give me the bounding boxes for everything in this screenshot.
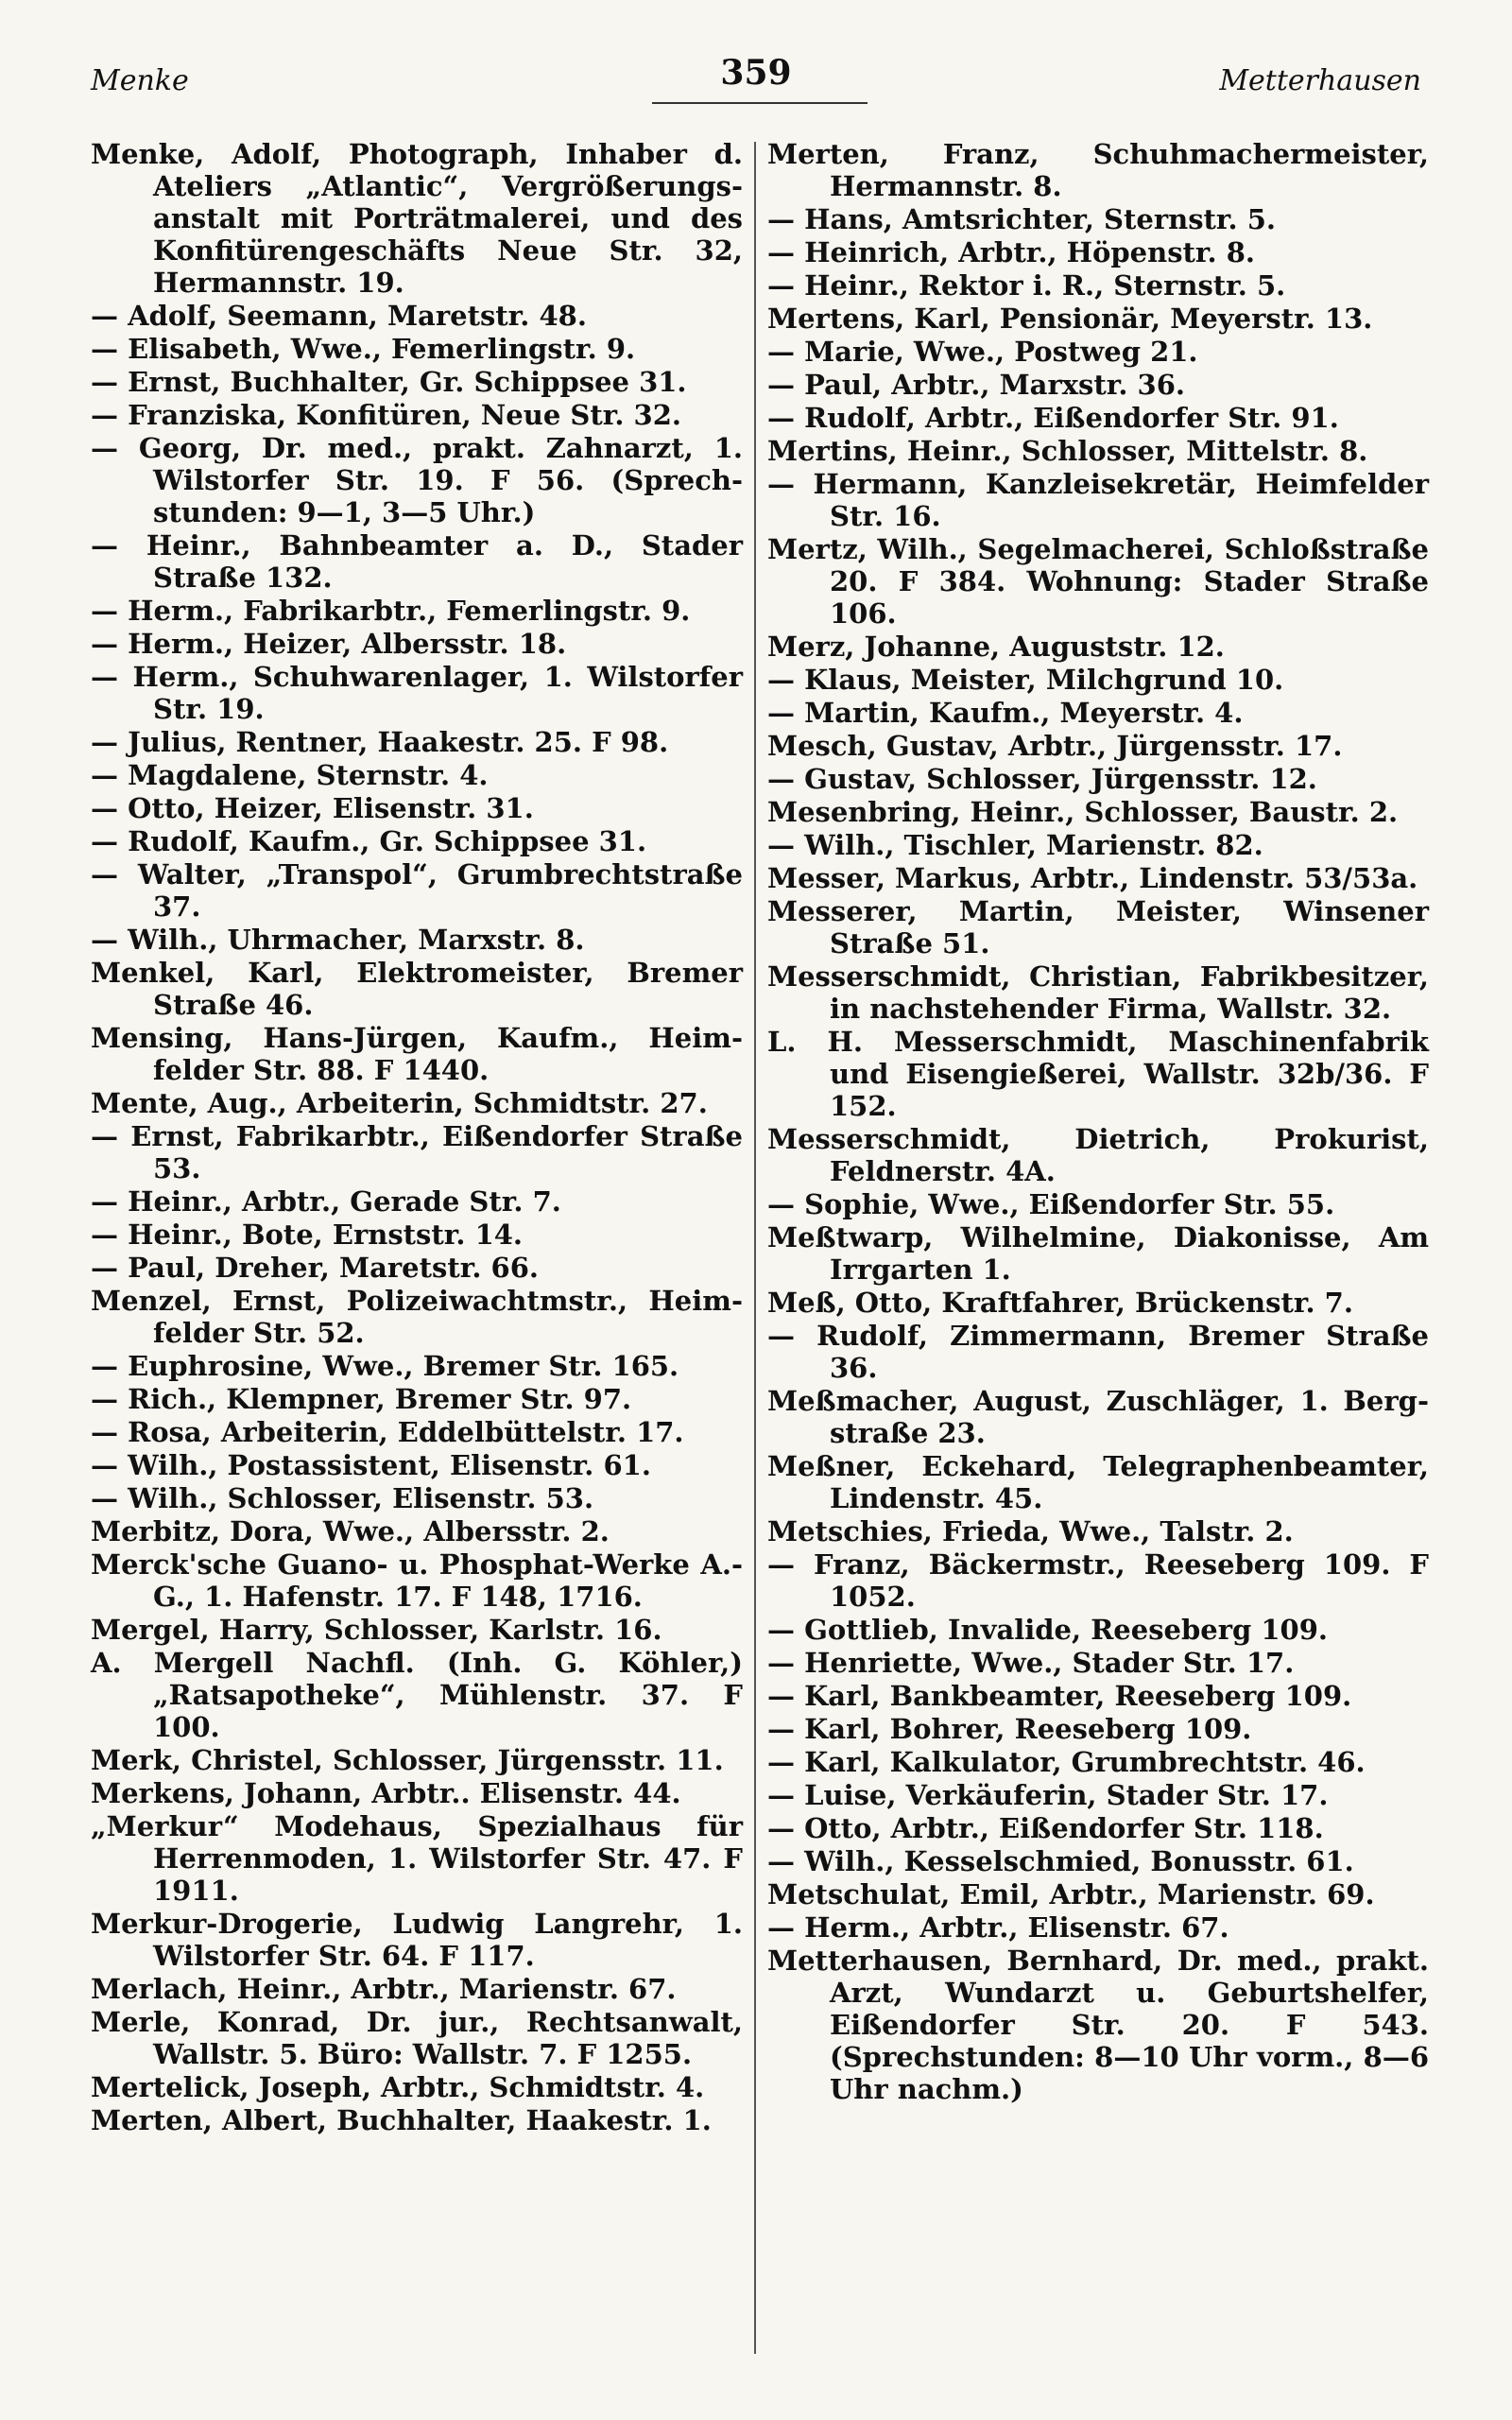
directory-entry: Metschies, Frieda, Wwe., Talstr. 2. (767, 1515, 1294, 1547)
directory-entry: Merlach, Heinr., Arbtr., Marienstr. 67. (91, 1973, 677, 2005)
directory-entry: L. H. Messerschmidt, Maschinenfabrik und Eisengießerei, Wallstr. 32b/36. F 152. (767, 1026, 1429, 1122)
directory-entry: Messer, Markus, Arbtr., Lindenstr. 53/53a. (767, 862, 1418, 894)
directory-entry: „Merkur“ Modehaus, Spezialhaus für Herrenmoden, 1. Wilstorfer Str. 47. F 1911. (91, 1810, 743, 1907)
directory-entry: — Heinr., Bahnbeamter a. D., Stader Straße 132. (91, 529, 743, 594)
directory-entry: — Karl, Bohrer, Reeseberg 109. (767, 1713, 1252, 1745)
directory-entry: — Hans, Amtsrichter, Sternstr. 5. (767, 203, 1277, 235)
directory-entry: — Georg, Dr. med., prakt. Zahnarzt, 1. Wilstorfer Str. 19. F 56. (Sprechstunden: 9—1, 3—5 Uhr.) (91, 432, 743, 528)
directory-entry: — Rosa, Arbeiterin, Eddelbüttelstr. 17. (91, 1416, 684, 1448)
directory-entry: Mensing, Hans-Jürgen, Kaufm., Heimfelder Str. 88. F 1440. (91, 1022, 743, 1086)
directory-entry: Menzel, Ernst, Polizeiwachtmstr., Heimfelder Str. 52. (91, 1285, 743, 1349)
directory-entry: — Martin, Kaufm., Meyerstr. 4. (767, 697, 1244, 729)
directory-entry: — Heinr., Bote, Ernststr. 14. (91, 1219, 524, 1251)
header-rule (652, 102, 868, 104)
directory-entry: Mertelick, Joseph, Arbtr., Schmidtstr. 4. (91, 2071, 705, 2103)
directory-entry: — Rudolf, Kaufm., Gr. Schippsee 31. (91, 825, 647, 857)
directory-entry: Mesch, Gustav, Arbtr., Jürgensstr. 17. (767, 730, 1343, 762)
directory-entry: Merkur-Drogerie, Ludwig Langrehr, 1. Wilstorfer Str. 64. F 117. (91, 1908, 743, 1972)
directory-entry: — Paul, Dreher, Maretstr. 66. (91, 1252, 539, 1284)
directory-entry: — Herm., Heizer, Albersstr. 18. (91, 628, 567, 660)
directory-entry: Metterhausen, Bernhard, Dr. med., prakt. Arzt, Wundarzt u. Geburtshelfer, Eißendorfer Str. 20. F 543. (Sprechstunden: 8—10 Uhr vorm., 8—6 Uhr nachm.) (767, 1945, 1429, 2105)
right-column (767, 138, 1429, 2106)
directory-entry: — Herm., Schuhwarenlager, 1. Wilstorfer Str. 19. (91, 661, 743, 725)
directory-entry: Merz, Johanne, Auguststr. 12. (767, 631, 1225, 663)
directory-entry: Merten, Albert, Buchhalter, Haakestr. 1. (91, 2104, 712, 2136)
directory-entry: Metschulat, Emil, Arbtr., Marienstr. 69. (767, 1878, 1375, 1910)
left-column (91, 138, 743, 2137)
directory-entry: — Karl, Bankbeamter, Reeseberg 109. (767, 1680, 1352, 1712)
directory-entry: A. Mergell Nachfl. (Inh. G. Köhler,) „Ratsapotheke“, Mühlenstr. 37. F 100. (91, 1647, 743, 1743)
directory-entry: — Ernst, Fabrikarbtr., Eißendorfer Straße 53. (91, 1120, 743, 1184)
directory-entry: — Wilh., Uhrmacher, Marxstr. 8. (91, 924, 585, 956)
directory-entry: — Otto, Arbtr., Eißendorfer Str. 118. (767, 1812, 1324, 1844)
directory-entry: — Elisabeth, Wwe., Femerlingstr. 9. (91, 333, 636, 365)
directory-entry: Meßtwarp, Wilhelmine, Diakonisse, Am Irrgarten 1. (767, 1221, 1429, 1286)
directory-entry: Merk, Christel, Schlosser, Jürgensstr. 11. (91, 1744, 724, 1776)
directory-entry: — Heinr., Rektor i. R., Sternstr. 5. (767, 269, 1286, 302)
directory-entry: — Adolf, Seemann, Maretstr. 48. (91, 300, 587, 332)
page-number: 359 (720, 53, 792, 93)
directory-entry: Merkens, Johann, Arbtr.. Elisenstr. 44. (91, 1777, 681, 1809)
directory-entry: — Gottlieb, Invalide, Reeseberg 109. (767, 1614, 1328, 1646)
directory-entry: — Sophie, Wwe., Eißendorfer Str. 55. (767, 1188, 1335, 1220)
directory-entry: Mergel, Harry, Schlosser, Karlstr. 16. (91, 1614, 662, 1646)
directory-entry: Menke, Adolf, Photograph, Inhaber d. Ateliers „Atlantic“, Vergrößerungsanstalt mit Porträtmalerei, und des Konfitürengeschäfts Neue Str. 32, Hermannstr. 19. (91, 138, 743, 299)
directory-entry: Meßner, Eckehard, Telegraphenbeamter, Lindenstr. 45. (767, 1450, 1429, 1514)
directory-entry: Merle, Konrad, Dr. jur., Rechtsanwalt, Wallstr. 5. Büro: Wallstr. 7. F 1255. (91, 2006, 743, 2070)
directory-entry: Merck'sche Guano- u. Phosphat-Werke A.-G., 1. Hafenstr. 17. F 148, 1716. (91, 1548, 743, 1613)
directory-entry: Messerschmidt, Christian, Fabrikbesitzer, in nachstehender Firma, Wallstr. 32. (767, 960, 1429, 1025)
directory-entry: — Euphrosine, Wwe., Bremer Str. 165. (91, 1350, 679, 1382)
directory-entry: — Rudolf, Arbtr., Eißendorfer Str. 91. (767, 402, 1339, 434)
directory-entry: — Klaus, Meister, Milchgrund 10. (767, 664, 1284, 696)
directory-entry: Merten, Franz, Schuhmachermeister, Hermannstr. 8. (767, 138, 1429, 202)
directory-entry: — Julius, Rentner, Haakestr. 25. F 98. (91, 726, 669, 758)
directory-entry: Merbitz, Dora, Wwe., Albersstr. 2. (91, 1515, 610, 1547)
directory-entry: — Hermann, Kanzleisekretär, Heimfelder Str. 16. (767, 468, 1429, 532)
directory-entry: — Paul, Arbtr., Marxstr. 36. (767, 369, 1186, 401)
directory-entry: — Wilh., Tischler, Marienstr. 82. (767, 829, 1263, 861)
directory-entry: — Wilh., Schlosser, Elisenstr. 53. (91, 1482, 594, 1514)
directory-entry: Mertens, Karl, Pensionär, Meyerstr. 13. (767, 302, 1373, 335)
directory-entry: — Herm., Arbtr., Elisenstr. 67. (767, 1911, 1229, 1944)
column-divider (754, 142, 756, 2354)
directory-entry: Messerschmidt, Dietrich, Prokurist, Feldnerstr. 4A. (767, 1123, 1429, 1187)
directory-entry: — Rich., Klempner, Bremer Str. 97. (91, 1383, 632, 1415)
directory-entry: — Rudolf, Zimmermann, Bremer Straße 36. (767, 1320, 1429, 1384)
page-header (91, 53, 1421, 110)
directory-entry: — Marie, Wwe., Postweg 21. (767, 336, 1198, 368)
directory-entry: — Heinr., Arbtr., Gerade Str. 7. (91, 1185, 561, 1218)
directory-entry: — Henriette, Wwe., Stader Str. 17. (767, 1647, 1295, 1679)
directory-entry: Mesenbring, Heinr., Schlosser, Baustr. 2. (767, 796, 1399, 828)
directory-entry: — Wilh., Kesselschmied, Bonusstr. 61. (767, 1845, 1354, 1877)
directory-entry: — Luise, Verkäuferin, Stader Str. 17. (767, 1779, 1329, 1811)
directory-entry: — Franziska, Konfitüren, Neue Str. 32. (91, 399, 681, 431)
header-left-word: Menke (91, 64, 189, 97)
directory-entry: — Walter, „Transpol“, Grumbrechtstraße 37. (91, 858, 743, 923)
directory-entry: — Otto, Heizer, Elisenstr. 31. (91, 792, 534, 824)
directory-entry: — Herm., Fabrikarbtr., Femerlingstr. 9. (91, 595, 691, 627)
directory-entry: Mertins, Heinr., Schlosser, Mittelstr. 8. (767, 435, 1368, 467)
directory-entry: Mente, Aug., Arbeiterin, Schmidtstr. 27. (91, 1087, 708, 1119)
directory-entry: Meßmacher, August, Zuschläger, 1. Bergstraße 23. (767, 1385, 1429, 1449)
directory-entry: Messerer, Martin, Meister, Winsener Straße 51. (767, 895, 1429, 959)
directory-entry: Meß, Otto, Kraftfahrer, Brückenstr. 7. (767, 1287, 1353, 1319)
directory-entry: — Gustav, Schlosser, Jürgensstr. 12. (767, 763, 1317, 795)
directory-entry: Menkel, Karl, Elektromeister, Bremer Straße 46. (91, 957, 743, 1021)
directory-entry: — Karl, Kalkulator, Grumbrechtstr. 46. (767, 1746, 1366, 1778)
header-right-word: Metterhausen (1219, 64, 1421, 97)
directory-entry: — Wilh., Postassistent, Elisenstr. 61. (91, 1449, 651, 1481)
directory-entry: — Heinrich, Arbtr., Höpenstr. 8. (767, 236, 1255, 268)
directory-entry: Mertz, Wilh., Segelmacherei, Schloßstraße 20. F 384. Wohnung: Stader Straße 106. (767, 533, 1429, 630)
directory-entry: — Ernst, Buchhalter, Gr. Schippsee 31. (91, 366, 687, 398)
directory-entry: — Magdalene, Sternstr. 4. (91, 759, 489, 791)
directory-entry: — Franz, Bäckermstr., Reeseberg 109. F 1052. (767, 1548, 1429, 1613)
